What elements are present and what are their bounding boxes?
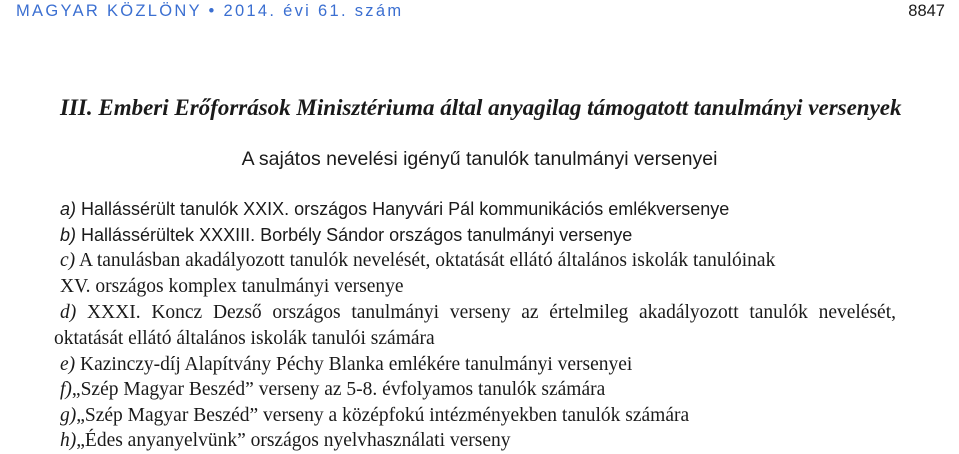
- item-text: A tanulásban akadályozott tanulók nevelését, oktatását ellátó általános iskolák tanulóinak: [75, 250, 776, 271]
- item-text: „Szép Magyar Beszéd” verseny a középfokú intézményekben tanulók számára: [76, 405, 690, 426]
- item-text: Hallássérültek XXXIII. Borbély Sándor országos tanulmányi versenye: [76, 225, 633, 245]
- item-letter: e): [60, 354, 76, 375]
- item-letter: b): [60, 225, 77, 245]
- item-text-continuation: XV. országos komplex tanulmányi versenye: [60, 276, 404, 297]
- item-letter: g): [60, 405, 77, 426]
- competition-item-g: [60, 403, 689, 429]
- item-text: „Szép Magyar Beszéd” verseny az 5-8. évfolyamos tanulók számára: [71, 379, 606, 400]
- item-text: Kazinczy-díj Alapítvány Péchy Blanka emlékére tanulmányi versenyei: [75, 354, 633, 375]
- running-header: [16, 2, 945, 28]
- competition-item-e: [60, 352, 632, 378]
- item-letter: d): [60, 302, 77, 323]
- item-text: „Édes anyanyelvünk” országos nyelvhasználati verseny: [76, 430, 511, 451]
- item-text: Hallássérült tanulók XXIX. országos Hanyvári Pál kommunikációs emlékversenye: [76, 199, 730, 219]
- item-letter: c): [60, 250, 76, 271]
- competition-item-f: [60, 377, 605, 403]
- page-number: 8847: [908, 2, 945, 20]
- section-title: III. Emberi Erőforrások Minisztériuma által anyagilag támogatott tanulmányi versenyek: [60, 95, 902, 120]
- item-letter: h): [60, 430, 77, 451]
- item-letter: a): [60, 199, 77, 219]
- competition-item-b: [60, 222, 632, 248]
- item-letter: f): [60, 379, 72, 400]
- competition-item-h: [60, 428, 511, 454]
- item-text: XXXI. Koncz Dezső országos tanulmányi verseny az értelmileg akadályozott tanulók nevelését, oktatását ellátó általános iskolák tanulói számára: [54, 302, 896, 349]
- competition-item-d: [54, 300, 896, 352]
- section-subtitle: A sajátos nevelési igényű tanulók tanulmányi versenyei: [241, 148, 718, 170]
- competition-item-c: [60, 248, 775, 300]
- competition-item-a: [60, 196, 729, 222]
- journal-title: MAGYAR KÖZLÖNY • 2014. évi 61. szám: [16, 2, 404, 20]
